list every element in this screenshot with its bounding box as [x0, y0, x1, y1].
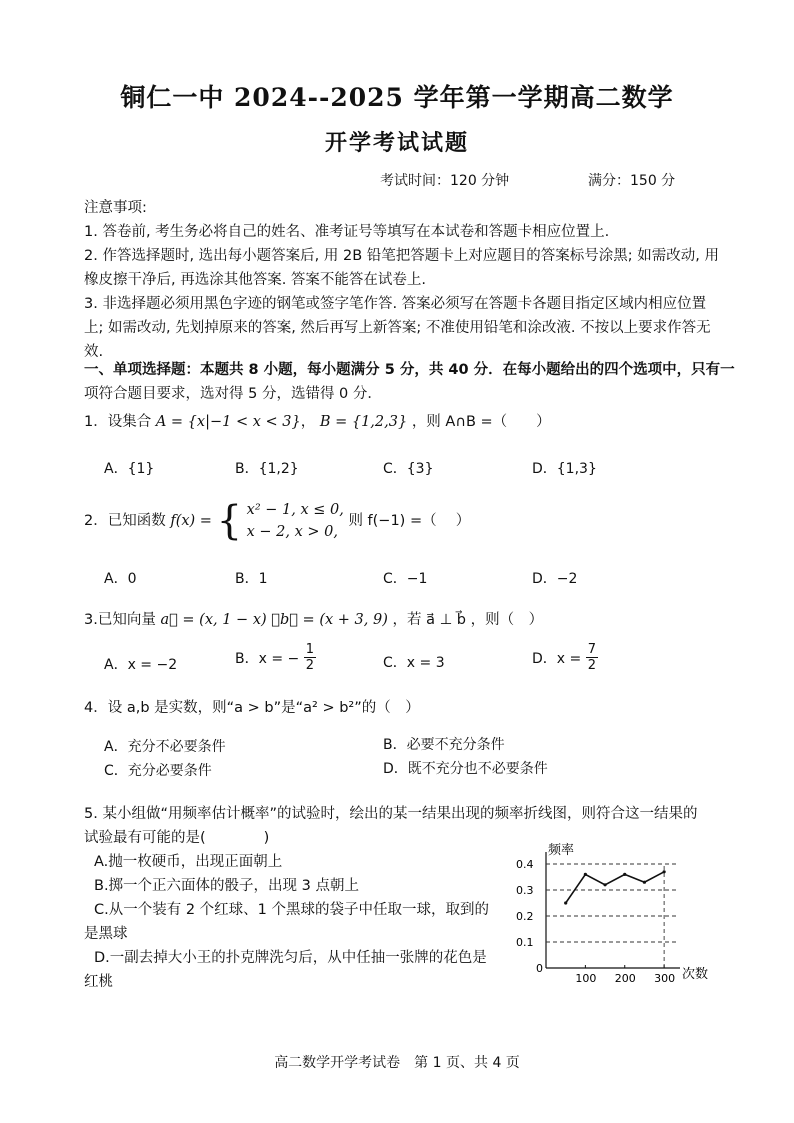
- q3-option-c: C．x = 3: [383, 655, 445, 671]
- data-point: [584, 873, 587, 876]
- q1-set-b: B = {1,2,3}: [319, 414, 408, 430]
- y-tick-label: 0.1: [516, 936, 534, 949]
- q3-vector-a: a⃗ = (x, 1 − x): [160, 612, 267, 628]
- q1-prefix: 1．设集合: [84, 414, 152, 430]
- question-4-stem: 4．设 a,b 是实数，则“a > b”是“a² > b²”的（ ）: [84, 700, 420, 716]
- q5-option-c-line1: C.从一个装有 2 个红球、1 个黑球的袋子中任取一球，取到的: [94, 902, 490, 918]
- data-point: [603, 883, 606, 886]
- y-axis-label: 频率: [548, 843, 575, 858]
- y-tick-label: 0.2: [516, 910, 534, 923]
- x-tick-label: 200: [614, 972, 636, 985]
- q2-option-c: C．−1: [383, 571, 428, 587]
- q5-option-d-line1: D.一副去掉大小王的扑克牌洗匀后，从中任抽一张牌的花色是: [94, 950, 487, 966]
- data-point: [663, 870, 666, 873]
- y-tick-label: 0.3: [516, 884, 534, 897]
- q3-prefix: 3.已知向量: [84, 612, 156, 628]
- q3-vector-b: ，b⃗ = (x + 3, 9): [271, 612, 388, 628]
- question-5-line2: 试验最有可能的是( ): [84, 830, 270, 846]
- question-2-stem: [84, 498, 470, 544]
- q3-option-b: B．x = − $\frac{1}{2}$: [235, 642, 314, 673]
- q2-brace: {: [216, 498, 243, 544]
- frequency-series-line: [566, 872, 664, 903]
- q3-option-a: A．x = −2: [104, 657, 178, 673]
- q2-option-a: A．0: [104, 571, 137, 587]
- note-item-3-line1: 3. 非选择题必须用黑色字迹的钢笔或签字笔作答. 答案必须写在答题卡各题目指定区域内相应位置: [84, 296, 707, 312]
- q2-option-b: B．1: [235, 571, 268, 587]
- q3-option-b-fraction: $\frac{1}{2}$: [305, 642, 314, 673]
- exam-title: 铜仁一中 2024--2025 学年第一学期高二数学: [120, 83, 674, 112]
- question-5-line1: 5. 某小组做“用频率估计概率”的试验时，绘出的某一结果出现的频率折线图，则符合这一结果的: [84, 806, 698, 822]
- q2-case-1: x² − 1, x ≤ 0,: [246, 502, 344, 518]
- q2-ask: 则 f(−1) =（ ）: [348, 513, 471, 529]
- origin-label: 0: [536, 962, 543, 975]
- q5-option-b: B.掷一个正六面体的骰子，出现 3 点朝上: [94, 878, 359, 894]
- q3-option-d-fraction: $\frac{7}{2}$: [587, 642, 596, 673]
- q1-option-c: C．{3}: [383, 461, 434, 477]
- q2-case-2: x − 2, x > 0,: [246, 524, 339, 540]
- q3-ask: ，若 a⃗ ⊥ b⃗ ，则（ ）: [392, 612, 544, 628]
- section1-instructions-line2: 项符合题目要求，选对得 5 分，选错得 0 分．: [84, 386, 382, 402]
- note-item-1: 1. 答卷前, 考生务必将自己的姓名、准考证号等填写在本试卷和答题卡相应位置上.: [84, 224, 610, 240]
- q2-option-d: D．−2: [532, 571, 578, 587]
- q4-option-b: B．必要不充分条件: [383, 737, 505, 753]
- q1-set-a: A = {x|−1 < x < 3}: [155, 414, 301, 430]
- q2-prefix: 2．已知函数: [84, 513, 166, 529]
- q4-option-d: D．既不充分也不必要条件: [383, 761, 548, 777]
- x-tick-label: 100: [575, 972, 597, 985]
- q2-cases: [247, 499, 344, 543]
- note-item-2-line2: 橡皮擦干净后, 再选涂其他答案. 答案不能答在试卷上.: [84, 272, 427, 288]
- notes-heading: 注意事项:: [84, 200, 147, 216]
- section1-instructions-line1: 一、单项选择题：本题共 8 小题，每小题满分 5 分，共 40 分．在每小题给出的四个选项中，只有一: [84, 362, 735, 378]
- q3-option-d: D．x = $\frac{7}{2}$: [532, 642, 596, 673]
- data-point: [643, 881, 646, 884]
- q1-option-b: B．{1,2}: [235, 461, 299, 477]
- x-tick-label: 300: [654, 972, 676, 985]
- data-point: [564, 901, 567, 904]
- q5-option-d-line2: 红桃: [84, 974, 113, 990]
- note-item-3-line3: 效.: [84, 344, 104, 360]
- frequency-line-chart: [512, 840, 732, 990]
- q1-option-a: A．{1}: [104, 461, 155, 477]
- x-axis-label: 次数: [682, 967, 709, 982]
- data-point: [623, 873, 626, 876]
- note-item-3-line2: 上; 如需改动, 先划掉原来的答案, 然后再写上新答案; 不准使用铅笔和涂改液. 不按以上要求作答无: [84, 320, 711, 336]
- note-item-2-line1: 2. 作答选择题时, 选出每小题答案后, 用 2B 铅笔把答题卡上对应题目的答案标号涂黑; 如需改动, 用: [84, 248, 719, 264]
- q1-option-d: D．{1,3}: [532, 461, 597, 477]
- exam-subtitle: 开学考试试题: [324, 130, 469, 156]
- full-score: 满分：150 分: [588, 173, 676, 189]
- question-3-stem: [84, 608, 543, 632]
- question-1-stem: 1．设集合 A = {x|−1 < x < 3}， B = {1,2,3} ，则 A∩B =（ ）: [84, 414, 551, 430]
- y-tick-label: 0.4: [516, 858, 534, 871]
- page-footer: 高二数学开学考试卷 第 1 页、共 4 页: [274, 1055, 520, 1071]
- q5-option-c-line2: 是黑球: [84, 926, 128, 942]
- q2-function: f(x) =: [170, 513, 212, 529]
- exam-time: 考试时间：120 分钟: [380, 173, 510, 189]
- q4-option-c: C．充分必要条件: [104, 763, 212, 779]
- q1-ask: ，则 A∩B =（ ）: [411, 414, 551, 430]
- q4-option-a: A．充分不必要条件: [104, 739, 226, 755]
- q5-option-a: A.抛一枚硬币，出现正面朝上: [94, 854, 283, 870]
